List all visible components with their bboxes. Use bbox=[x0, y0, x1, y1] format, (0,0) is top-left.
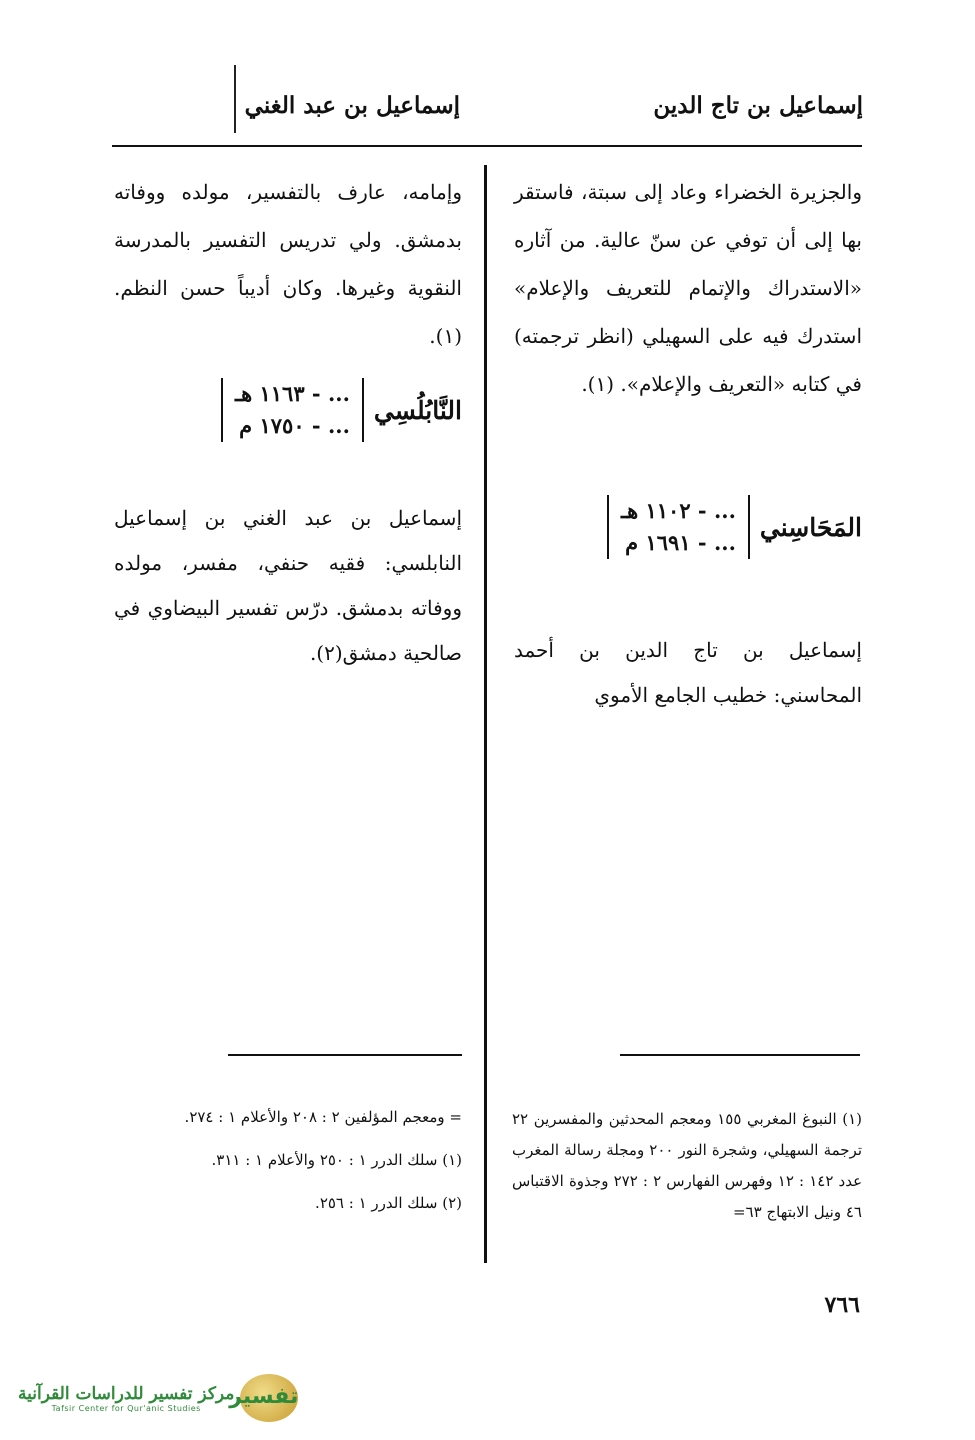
date-bracket bbox=[607, 495, 750, 559]
entry-heading-nabulsi bbox=[221, 378, 462, 442]
right-column-intro: والجزيرة الخضراء وعاد إلى سبتة، فاستقر بها إلى أن توفي عن سنّ عالية. من آثاره «الاستدراك والإتمام للتعريف والإعلام» استدرك فيه على السهيلي (انظر ترجمته) في كتابه «التعريف والإعلام». (١). bbox=[514, 180, 862, 396]
column-divider bbox=[484, 165, 487, 1263]
globe-icon bbox=[229, 1374, 299, 1422]
tafsir-center-logo bbox=[18, 1374, 298, 1422]
header-tick-mark bbox=[234, 65, 236, 133]
footnotes-left bbox=[112, 1102, 462, 1231]
logo-mark: تفسير bbox=[229, 1384, 299, 1409]
footnote-rule-right bbox=[620, 1054, 860, 1056]
page-number: ٧٦٦ bbox=[824, 1292, 860, 1318]
logo-arabic: مركز تفسير للدراسات القرآنية bbox=[18, 1383, 235, 1404]
left-column-intro: وإمامه، عارف بالتفسير، مولده ووفاته بدمشق. ولي تدريس التفسير بالمدرسة النقوية وغيرها. وكان أديباً حسن النظم. (١). bbox=[114, 180, 462, 348]
entry-name: النَّابُلُسِي bbox=[373, 395, 462, 425]
entry-name: المَحَاسِني bbox=[759, 512, 862, 542]
running-header-left: إسماعيل بن عبد الغني bbox=[244, 92, 460, 119]
gregorian-date: ... - ١٧٥٠ م bbox=[239, 413, 350, 438]
entry-text-mahasini: إسماعيل بن تاج الدين بن أحمد المحاسني: خطيب الجامع الأموي bbox=[514, 638, 862, 707]
footnotes-right bbox=[512, 1104, 862, 1240]
running-header-right: إسماعيل بن تاج الدين bbox=[653, 92, 863, 119]
logo-english: Tafsir Center for Qur'anic Studies bbox=[51, 1403, 201, 1413]
footnote: (١) النبوغ المغربي ١٥٥ ومعجم المحدثين والمفسرين ٢٢ ترجمة السهيلي، وشجرة النور ٢٠٠ ومجلة رسالة المغرب عدد ١٤٢ : ١٢ وفهرس الفهارس ٢ : ٢٧٢ وجذوة الاقتباس ٤٦ ونيل الابتهاج ٦٣= bbox=[512, 1110, 863, 1221]
entry-text-nabulsi: إسماعيل بن عبد الغني بن إسماعيل النابلسي: فقيه حنفي، مفسر، مولده ووفاته بدمشق. درّس تفسير البيضاوي في صالحية دمشق(٢). bbox=[114, 506, 462, 665]
entry-heading-mahasini bbox=[607, 495, 862, 559]
gregorian-date: ... - ١٦٩١ م bbox=[625, 530, 736, 555]
date-bracket bbox=[221, 378, 364, 442]
header-rule bbox=[112, 145, 862, 147]
hijri-date: ... - ١١٠٢ هـ bbox=[620, 498, 736, 523]
footnote: (٢) سلك الدرر ١ : ٢٥٦. bbox=[315, 1194, 462, 1212]
footnote: = ومعجم المؤلفين ٢ : ٢٠٨ والأعلام ١ : ٢٧٤. bbox=[184, 1108, 462, 1126]
hijri-date: ... - ١١٦٣ هـ bbox=[234, 381, 350, 406]
footnote: (١) سلك الدرر ١ : ٢٥٠ والأعلام ١ : ٣١١. bbox=[211, 1151, 462, 1169]
footnote-rule-left bbox=[228, 1054, 462, 1056]
logo-text bbox=[18, 1384, 234, 1413]
